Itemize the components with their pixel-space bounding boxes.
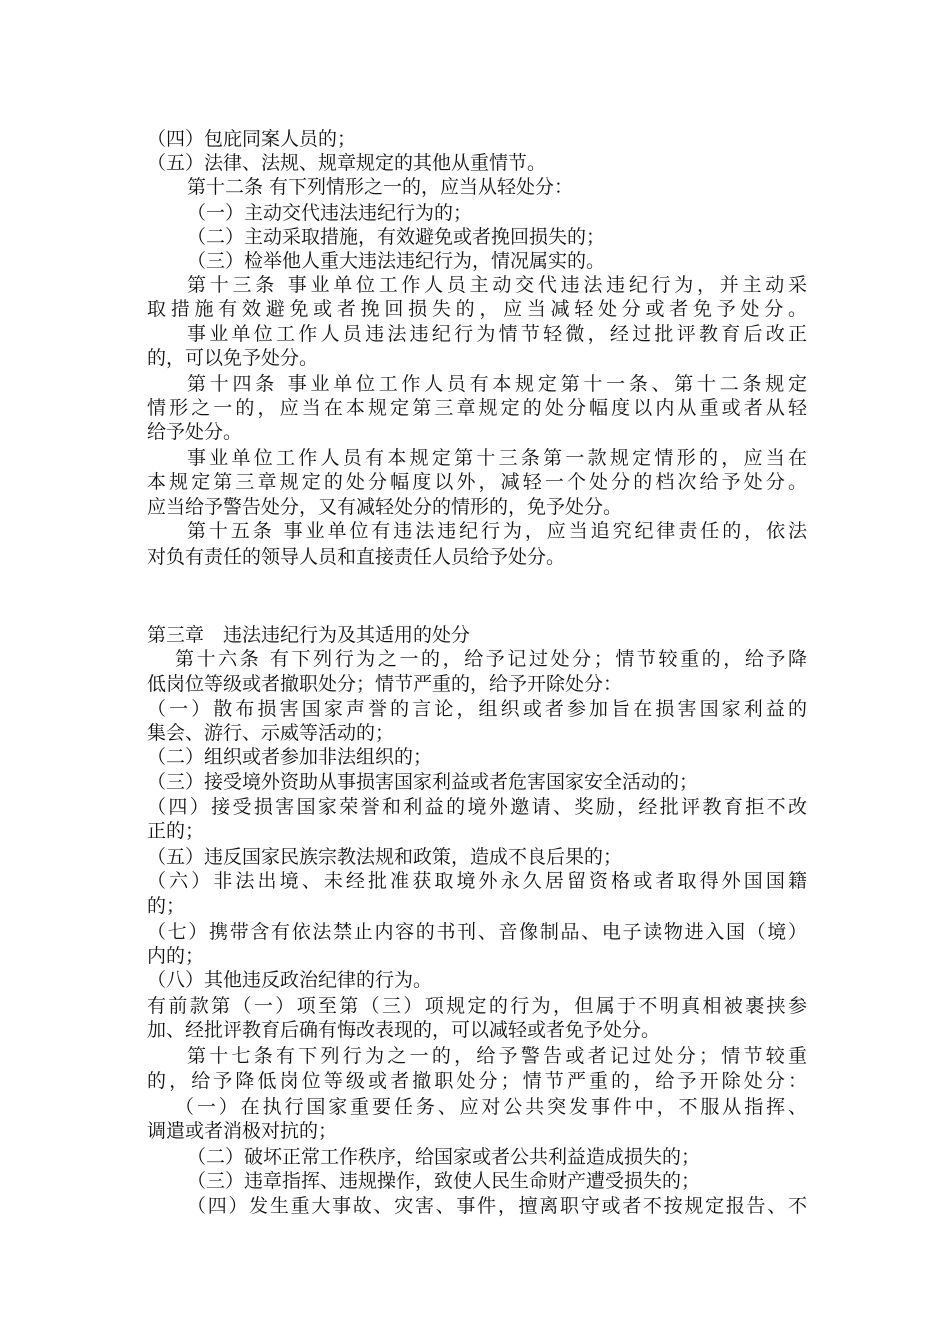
text-line: 事业单位工作人员违法违纪行为情节轻微，经过批评教育后改正 — [187, 323, 807, 345]
text-line: 对负有责任的领导人员和直接责任人员给予处分。 — [147, 546, 566, 568]
text-line: 第十六条 有下列行为之一的，给予记过处分；情节较重的，给予降 — [175, 648, 807, 670]
text-line: （三）违章指挥、违规操作，致使人民生命财产遭受损失的； — [187, 1170, 701, 1192]
text-line: 第十二条 有下列情形之一的，应当从轻处分： — [187, 176, 574, 198]
text-line: （一）散布损害国家声誉的言论，组织或者参加旨在损害国家利益的 — [147, 698, 807, 720]
text-line: 的，给予降低岗位等级或者撤职处分；情节严重的，给予开除处分： — [147, 1070, 807, 1092]
text-line: 应当给予警告处分，又有减轻处分的情形的，免予处分。 — [147, 496, 623, 518]
text-line: （一）在执行国家重要任务、应对公共突发事件中，不服从指挥、 — [175, 1096, 807, 1118]
text-line: （五）违反国家民族宗教法规和政策，造成不良后果的； — [147, 846, 623, 868]
text-line: 本规定第三章规定的处分幅度以外，减轻一个处分的档次给予处分。 — [147, 471, 807, 493]
text-line: 给予处分。 — [147, 421, 243, 443]
text-line: （四）包庇同案人员的； — [147, 128, 357, 150]
text-line: 的，可以免予处分。 — [147, 347, 319, 369]
text-line: 调遣或者消极对抗的； — [147, 1120, 338, 1142]
text-line: 加、经批评教育后确有悔改表现的，可以减轻或者免予处分。 — [147, 1019, 661, 1041]
text-line: 的； — [147, 895, 186, 917]
text-line: 第十三条 事业单位工作人员主动交代违法违纪行为，并主动采 — [187, 274, 807, 296]
text-line: （五）法律、法规、规章规定的其他从重情节。 — [147, 152, 547, 174]
text-line: （二）破坏正常工作秩序，给国家或者公共利益造成损失的； — [187, 1146, 701, 1168]
text-line: （二）组织或者参加非法组织的； — [147, 746, 433, 768]
chapter-heading: 第三章 违法违纪行为及其适用的处分 — [147, 624, 471, 646]
text-line: （一）主动交代违法违纪行为的； — [187, 202, 473, 224]
text-line: （三）接受境外资助从事损害国家利益或者危害国家安全活动的； — [147, 771, 699, 793]
text-line: 正的； — [147, 820, 205, 842]
text-line: 第十五条 事业单位有违法违纪行为，应当追究纪律责任的，依法 — [187, 520, 807, 542]
text-line: 第十七条有下列行为之一的，给予警告或者记过处分；情节较重 — [187, 1045, 807, 1067]
text-line: （四）发生重大事故、灾害、事件，擅离职守或者不按规定报告、不 — [187, 1195, 807, 1217]
text-line: （四）接受损害国家荣誉和利益的境外邀请、奖励，经批评教育拒不改 — [147, 796, 807, 818]
text-line: （八）其他违反政治纪律的行为。 — [147, 969, 433, 991]
text-line: 有前款第（一）项至第（三）项规定的行为，但属于不明真相被裹挟参 — [147, 995, 807, 1017]
text-line: 低岗位等级或者撤职处分；情节严重的，给予开除处分： — [147, 673, 623, 695]
text-line: 集会、游行、示威等活动的； — [147, 722, 395, 744]
text-line: 取措施有效避免或者挽回损失的，应当减轻处分或者免予处分。 — [147, 298, 807, 320]
text-line: 第十四条 事业单位工作人员有本规定第十一条、第十二条规定 — [187, 373, 807, 395]
text-line: 内的； — [147, 945, 205, 967]
text-line: 情形之一的，应当在本规定第三章规定的处分幅度以内从重或者从轻 — [147, 397, 807, 419]
text-line: （三）检举他人重大违法违纪行为，情况属实的。 — [187, 250, 606, 272]
text-line: （二）主动采取措施，有效避免或者挽回损失的； — [187, 226, 606, 248]
text-line: （七）携带含有依法禁止内容的书刊、音像制品、电子读物进入国（境） — [147, 921, 807, 943]
text-line: 事业单位工作人员有本规定第十三条第一款规定情形的，应当在 — [187, 447, 807, 469]
text-line: （六）非法出境、未经批准获取境外永久居留资格或者取得外国国籍 — [147, 870, 807, 892]
